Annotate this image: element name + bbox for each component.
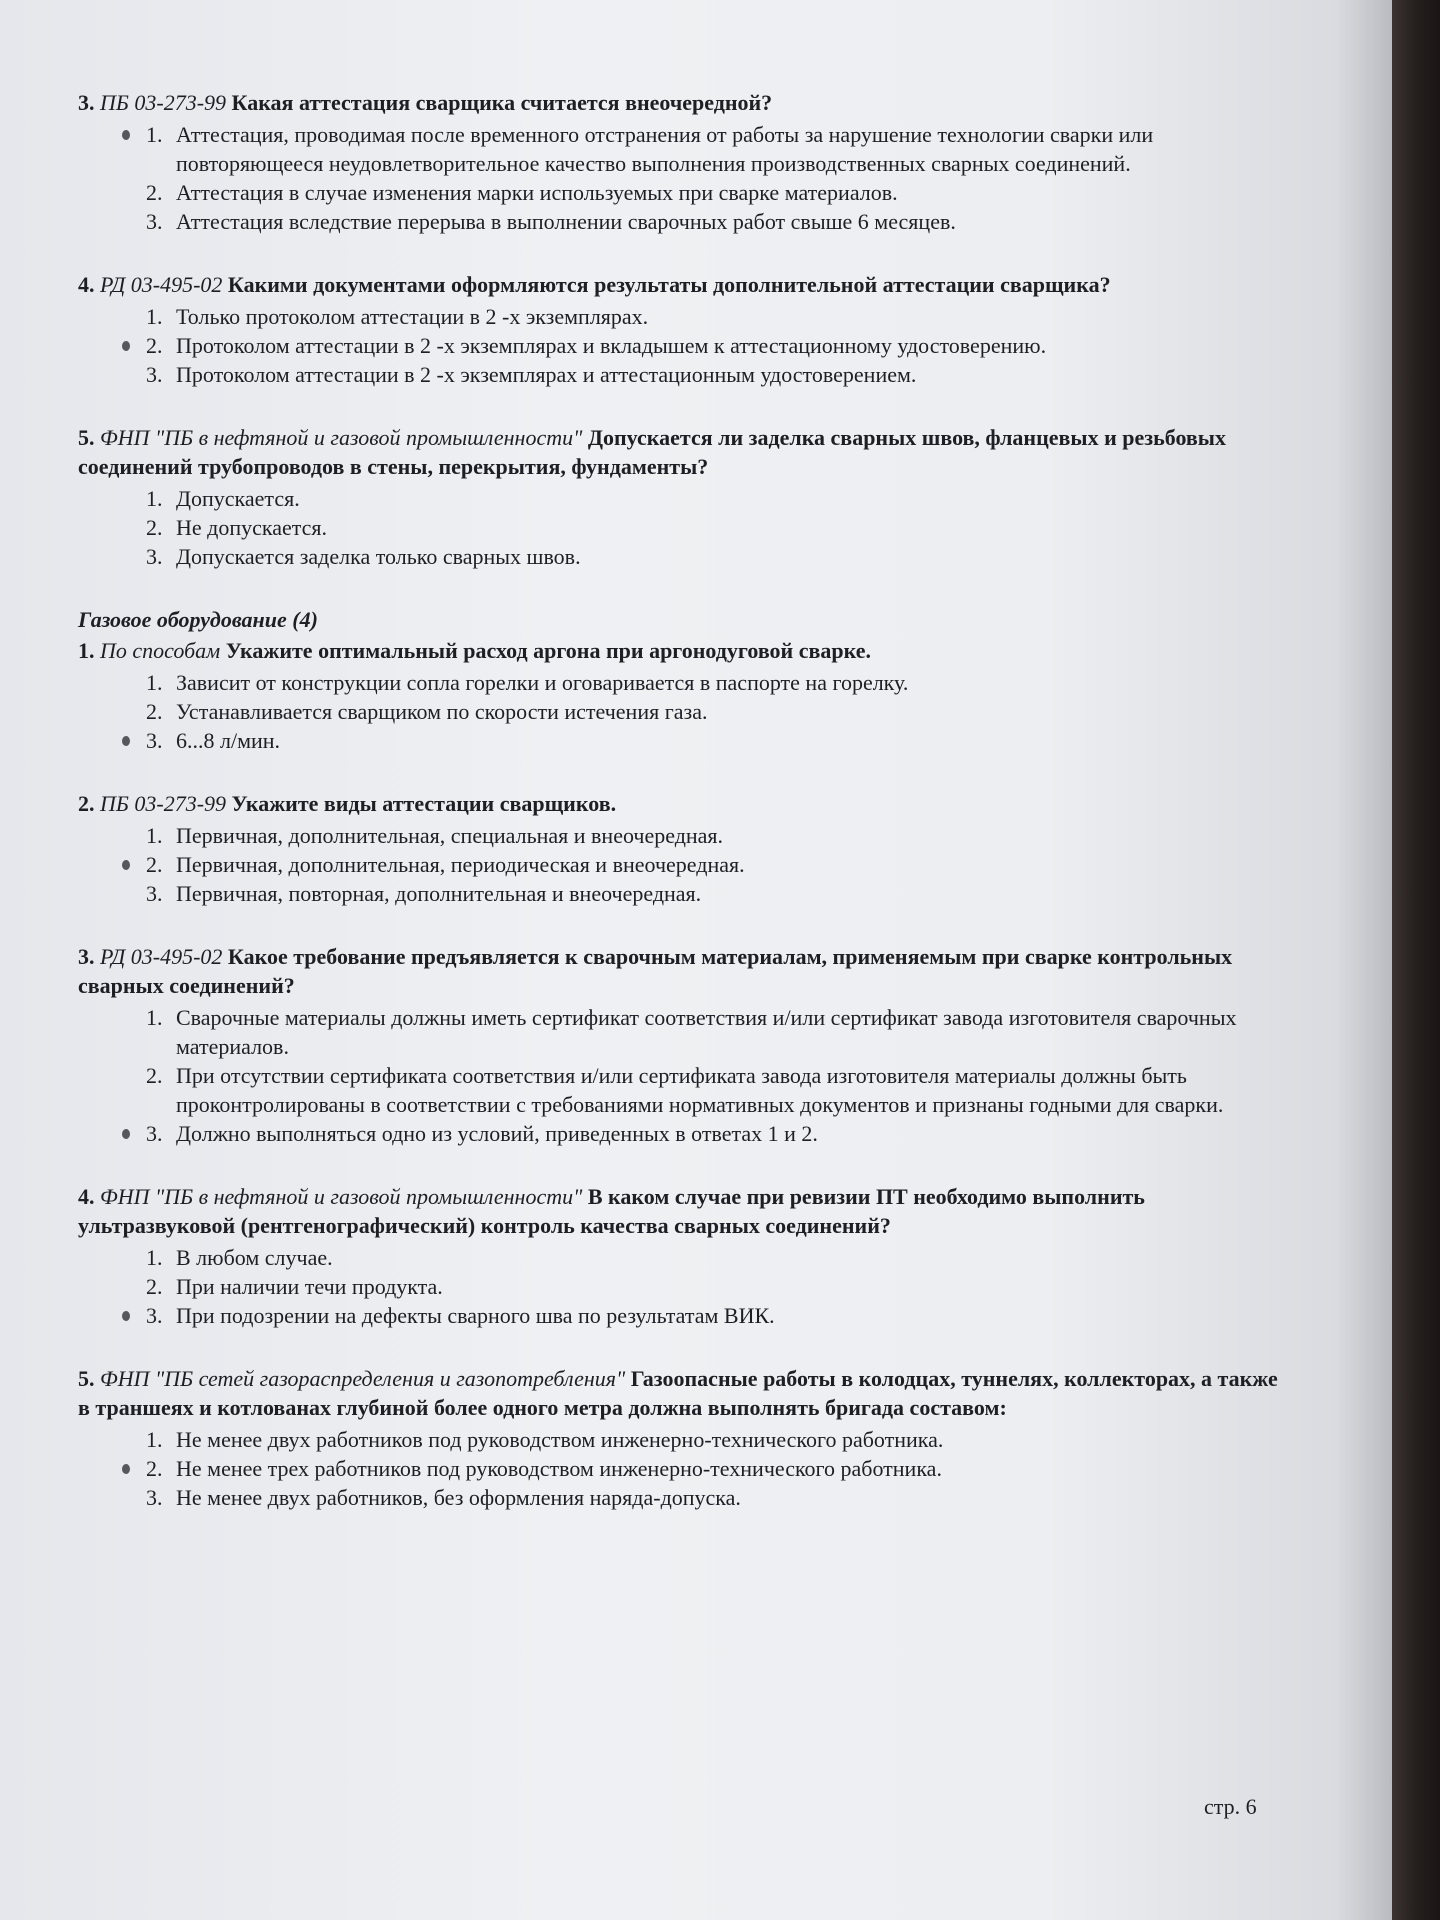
answer-option xyxy=(146,1119,1288,1148)
option-number: 3. xyxy=(146,209,163,234)
option-text: Аттестация, проводимая после временного отстранения от работы за нарушение технологии сварки или повторяющееся неудовлетворительное качество выполнения производственных сварных соединений. xyxy=(176,122,1154,176)
option-text: 6...8 л/мин. xyxy=(176,728,281,753)
option-number: 3. xyxy=(146,1121,163,1146)
question-text: Укажите виды аттестации сварщиков. xyxy=(231,791,617,816)
option-text: Не менее двух работников, без оформления наряда-допуска. xyxy=(176,1485,741,1510)
question-heading xyxy=(78,88,1288,117)
option-number: 1. xyxy=(146,486,163,511)
option-number: 1. xyxy=(146,670,163,695)
option-text: Допускается. xyxy=(176,486,300,511)
answer-option xyxy=(146,1454,1288,1483)
answer-option xyxy=(146,484,1288,513)
answer-option xyxy=(146,1483,1288,1512)
option-text: Первичная, дополнительная, периодическая и внеочередная. xyxy=(176,852,745,877)
questions-block-gas-equipment xyxy=(78,636,1288,1512)
option-text: Первичная, дополнительная, специальная и внеочередная. xyxy=(176,823,724,848)
option-number: 3. xyxy=(146,362,163,387)
question-source: ФНП "ПБ в нефтяной и газовой промышленности" xyxy=(100,1184,583,1209)
option-number: 1. xyxy=(146,304,163,329)
answer-option xyxy=(146,513,1288,542)
question-number: 4. xyxy=(78,1184,95,1209)
pencil-mark-icon xyxy=(122,1311,130,1321)
question-text: Какая аттестация сварщика считается внеочередной? xyxy=(231,90,773,115)
answer-option xyxy=(146,879,1288,908)
question xyxy=(78,942,1288,1148)
question-number: 2. xyxy=(78,791,95,816)
option-number: 3. xyxy=(146,544,163,569)
question-text: В каком случае при ревизии ПТ необходимо выполнить ультразвуковой (рентгенографический) контроль качества сварных соединений? xyxy=(78,1184,1145,1238)
answer-option xyxy=(146,1272,1288,1301)
answer-options xyxy=(78,1243,1288,1330)
answer-option xyxy=(146,1425,1288,1454)
option-number: 2. xyxy=(146,1456,163,1481)
question-source: ПБ 03-273-99 xyxy=(100,90,227,115)
question-text: Какими документами оформляются результаты дополнительной аттестации сварщика? xyxy=(227,272,1111,297)
option-text: Зависит от конструкции сопла горелки и оговаривается в паспорте на горелку. xyxy=(176,670,909,695)
question-heading xyxy=(78,270,1288,299)
answer-option xyxy=(146,120,1288,178)
option-number: 3. xyxy=(146,1303,163,1328)
answer-option xyxy=(146,726,1288,755)
pencil-mark-icon xyxy=(122,736,130,746)
page-content xyxy=(78,88,1288,1546)
question xyxy=(78,1364,1288,1512)
question-heading xyxy=(78,1182,1288,1240)
question-source: По способам xyxy=(100,638,221,663)
option-number: 1. xyxy=(146,823,163,848)
option-text: Должно выполняться одно из условий, приведенных в ответах 1 и 2. xyxy=(176,1121,818,1146)
answer-option xyxy=(146,1061,1288,1119)
question-source: ФНП "ПБ в нефтяной и газовой промышленности" xyxy=(100,425,583,450)
question-source: РД 03-495-02 xyxy=(100,272,223,297)
answer-option xyxy=(146,1243,1288,1272)
option-number: 2. xyxy=(146,1274,163,1299)
answer-option xyxy=(146,207,1288,236)
option-number: 1. xyxy=(146,1005,163,1030)
question-text: Допускается ли заделка сварных швов, фланцевых и резьбовых соединений трубопроводов в стены, перекрытия, фундаменты? xyxy=(78,425,1226,479)
option-number: 2. xyxy=(146,699,163,724)
question-source: ФНП "ПБ сетей газораспределения и газопотребления" xyxy=(100,1366,626,1391)
answer-option xyxy=(146,542,1288,571)
section-title: Газовое оборудование (4) xyxy=(78,607,318,632)
answer-option xyxy=(146,178,1288,207)
question-heading xyxy=(78,423,1288,481)
question-number: 5. xyxy=(78,1366,95,1391)
option-text: При наличии течи продукта. xyxy=(176,1274,443,1299)
pencil-mark-icon xyxy=(122,341,130,351)
answer-option xyxy=(146,668,1288,697)
question xyxy=(78,88,1288,236)
option-number: 2. xyxy=(146,1063,163,1088)
question-text: Какое требование предъявляется к сварочным материалам, применяемым при сварке контрольных сварных соединений? xyxy=(78,944,1233,998)
option-text: Только протоколом аттестации в 2 -х экземплярах. xyxy=(176,304,649,329)
question-number: 4. xyxy=(78,272,95,297)
question-text: Укажите оптимальный расход аргона при аргонодуговой сварке. xyxy=(225,638,871,663)
option-text: Не допускается. xyxy=(176,515,328,540)
option-text: Протоколом аттестации в 2 -х экземплярах и вкладышем к аттестационному удостоверению. xyxy=(176,333,1047,358)
question-number: 3. xyxy=(78,944,95,969)
question xyxy=(78,423,1288,571)
answer-options xyxy=(78,1425,1288,1512)
question-text: Газоопасные работы в колодцах, туннелях, коллекторах, а также в траншеях и котлованах глубиной более одного метра должна выполнять бригада составом: xyxy=(78,1366,1278,1420)
pencil-mark-icon xyxy=(122,130,130,140)
answer-options xyxy=(78,1003,1288,1148)
answer-options xyxy=(78,668,1288,755)
option-text: При отсутствии сертификата соответствия и/или сертификата завода изготовителя материалы должны быть проконтролированы в соответствии с требованиями нормативных документов и признаны годными для сварки. xyxy=(176,1063,1224,1117)
option-number: 2. xyxy=(146,180,163,205)
answer-option xyxy=(146,1003,1288,1061)
option-number: 1. xyxy=(146,122,163,147)
option-text: Допускается заделка только сварных швов. xyxy=(176,544,581,569)
question-number: 1. xyxy=(78,638,95,663)
option-number: 2. xyxy=(146,852,163,877)
question-source: РД 03-495-02 xyxy=(100,944,223,969)
option-number: 3. xyxy=(146,1485,163,1510)
option-text: Сварочные материалы должны иметь сертификат соответствия и/или сертификат завода изготовителя сварочных материалов. xyxy=(176,1005,1237,1059)
answer-option xyxy=(146,697,1288,726)
option-number: 2. xyxy=(146,333,163,358)
answer-option xyxy=(146,1301,1288,1330)
option-number: 3. xyxy=(146,728,163,753)
question xyxy=(78,636,1288,755)
answer-option xyxy=(146,331,1288,360)
question xyxy=(78,1182,1288,1330)
answer-options xyxy=(78,302,1288,389)
question xyxy=(78,789,1288,908)
background-edge xyxy=(1392,0,1440,1920)
question-number: 5. xyxy=(78,425,95,450)
question-heading xyxy=(78,1364,1288,1422)
answer-option xyxy=(146,850,1288,879)
option-number: 2. xyxy=(146,515,163,540)
pencil-mark-icon xyxy=(122,1464,130,1474)
option-text: Первичная, повторная, дополнительная и внеочередная. xyxy=(176,881,702,906)
question xyxy=(78,270,1288,389)
question-source: ПБ 03-273-99 xyxy=(100,791,227,816)
pencil-mark-icon xyxy=(122,1129,130,1139)
questions-block-welding xyxy=(78,88,1288,571)
answer-option xyxy=(146,360,1288,389)
option-text: Протоколом аттестации в 2 -х экземплярах и аттестационным удостоверением. xyxy=(176,362,917,387)
question-number: 3. xyxy=(78,90,95,115)
option-text: В любом случае. xyxy=(176,1245,333,1270)
answer-options xyxy=(78,120,1288,236)
option-text: Не менее двух работников под руководством инженерно-технического работника. xyxy=(176,1427,944,1452)
option-text: При подозрении на дефекты сварного шва по результатам ВИК. xyxy=(176,1303,775,1328)
option-text: Не менее трех работников под руководством инженерно-технического работника. xyxy=(176,1456,942,1481)
question-heading xyxy=(78,636,1288,665)
option-text: Аттестация в случае изменения марки используемых при сварке материалов. xyxy=(176,180,898,205)
option-number: 1. xyxy=(146,1427,163,1452)
page-number: стр. 6 xyxy=(1204,1794,1257,1819)
option-text: Устанавливается сварщиком по скорости истечения газа. xyxy=(176,699,708,724)
question-heading xyxy=(78,789,1288,818)
answer-options xyxy=(78,821,1288,908)
option-text: Аттестация вследствие перерыва в выполнении сварочных работ свыше 6 месяцев. xyxy=(176,209,956,234)
question-heading xyxy=(78,942,1288,1000)
answer-option xyxy=(146,821,1288,850)
answer-option xyxy=(146,302,1288,331)
answer-options xyxy=(78,484,1288,571)
option-number: 1. xyxy=(146,1245,163,1270)
option-number: 3. xyxy=(146,881,163,906)
pencil-mark-icon xyxy=(122,860,130,870)
